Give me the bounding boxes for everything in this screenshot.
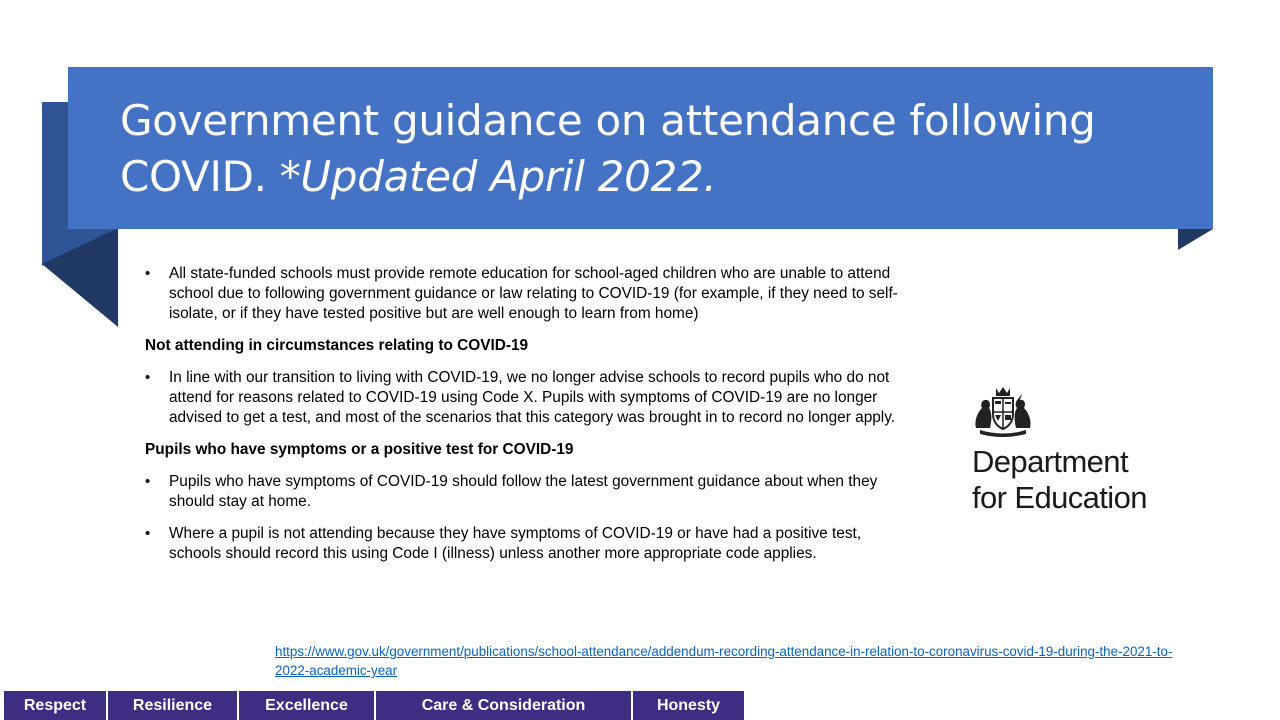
- dfe-logo-text: [972, 444, 1202, 516]
- slide-title: [120, 93, 1183, 205]
- bullet-code-i: • Where a pupil is not attending because they have symptoms of COVID-19 or have had a positive test, schools should record this using Code I (illness) unless another more appropriate code applies.: [145, 524, 905, 564]
- dfe-logo: [972, 384, 1202, 516]
- guidance-link[interactable]: https://www.gov.uk/government/publications/school-attendance/addendum-recording-attendance-in-relation-to-coronavirus-covid-19-during-the-2021-to-2022-academic-year: [275, 644, 1173, 678]
- heading-not-attending: Not attending in circumstances relating to COVID-19: [145, 337, 529, 354]
- title-banner: [68, 67, 1213, 229]
- value-resilience: Resilience: [108, 691, 239, 720]
- content-body: [145, 264, 905, 576]
- dfe-logo-line1: Department: [972, 444, 1128, 479]
- value-excellence: Excellence: [239, 691, 376, 720]
- value-respect: Respect: [4, 691, 108, 720]
- ribbon-fold-right-tail: [1178, 229, 1213, 250]
- value-honesty: Honesty: [633, 691, 744, 720]
- heading-symptoms: Pupils who have symptoms or a positive test for COVID-19: [145, 441, 574, 458]
- dfe-logo-line2: for Education: [972, 480, 1147, 515]
- bullet-stay-home: • Pupils who have symptoms of COVID-19 should follow the latest government guidance about when they should stay at home.: [145, 472, 905, 512]
- bullet-code-x: • In line with our transition to living with COVID-19, we no longer advise schools to record pupils who do not attend for reasons related to COVID-19 using Code X. Pupils with symptoms of COVID-19 are no longer advised to get a test, and most of the scenarios that this category was brought in to record no longer apply.: [145, 368, 905, 428]
- value-care-consideration: Care & Consideration: [376, 691, 633, 720]
- royal-coat-of-arms-icon: [972, 384, 1034, 438]
- school-values-bar: [4, 691, 744, 720]
- bullet-remote-education: • All state-funded schools must provide remote education for school-aged children who are unable to attend school due to following government guidance or law relating to COVID-19 (for example, if they need to self-isolate, or if they have tested positive but are well enough to learn from home): [145, 264, 905, 324]
- slide-title-main: Government guidance on attendance following COVID.: [120, 96, 1096, 201]
- slide-title-update: *Updated April 2022.: [279, 152, 717, 201]
